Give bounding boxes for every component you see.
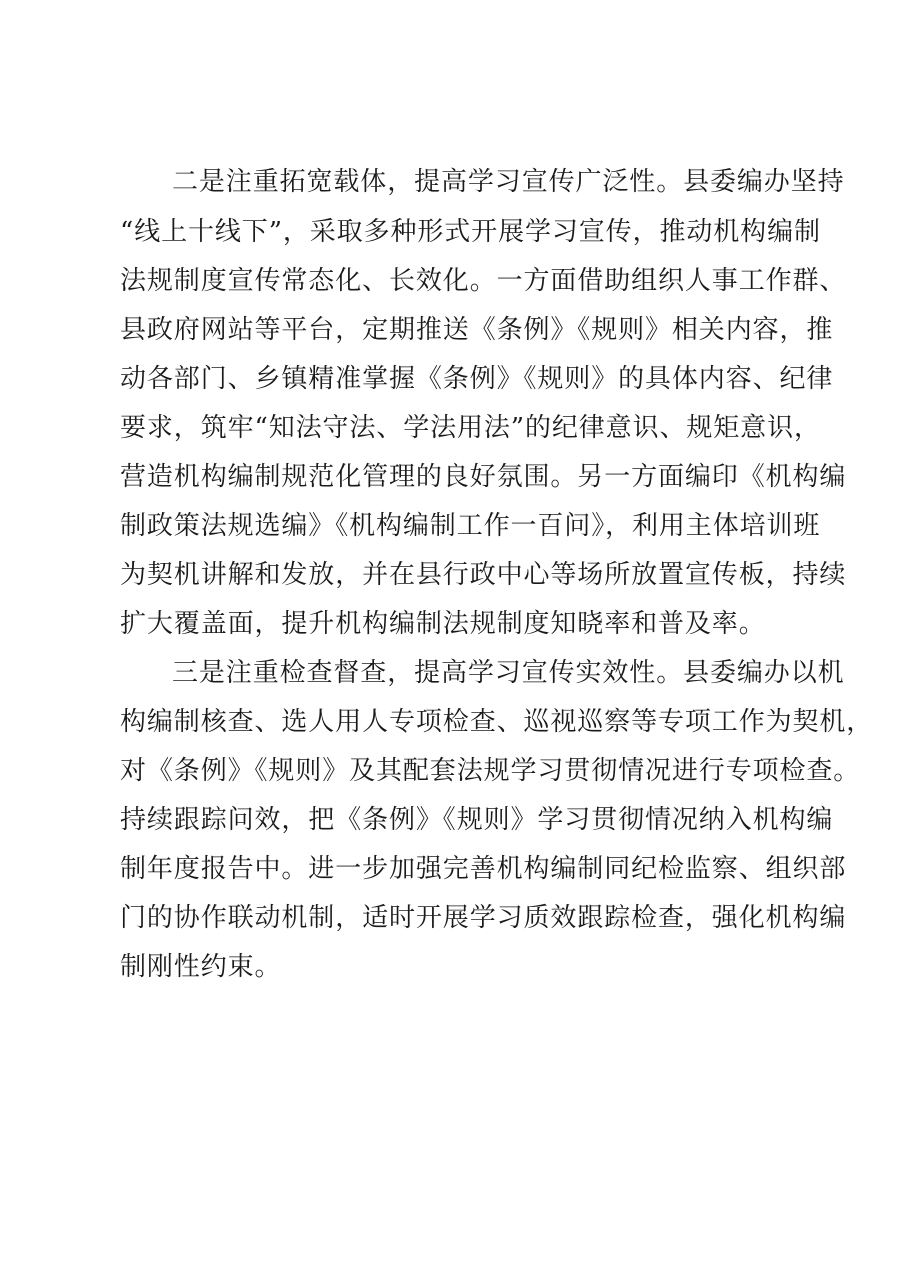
paragraph-2-line-7: 制刚性约束。 <box>120 952 282 982</box>
paragraph-1-line-5: 动各部门、乡镇精准掌握《条例》《规则》的具体内容、纪律 <box>120 364 834 394</box>
paragraph-1-line-6: 要求，筑牢“知法守法、学法用法”的纪律意识、规矩意识， <box>120 413 821 443</box>
paragraph-2-line-6: 门的协作联动机制，适时开展学习质效跟踪检查，强化机构编 <box>120 903 847 933</box>
paragraph-1-line-2: “线上十线下”，采取多种形式开展学习宣传，推动机构编制 <box>120 217 821 247</box>
paragraph-1-line-8: 制政策法规选编》《机构编制工作一百问》，利用主体培训班 <box>120 511 821 541</box>
paragraph-1-line-10: 扩大覆盖面，提升机构编制法规制度知晓率和普及率。 <box>120 609 766 639</box>
paragraph-1-line-4: 县政府网站等平台，定期推送《条例》《规则》相关内容，推 <box>120 315 834 345</box>
paragraph-2-line-2: 构编制核查、选人用人专项检查、巡视巡察等专项工作为契机， <box>120 707 874 737</box>
paragraph-2-line-5: 制年度报告中。进一步加强完善机构编制同纪检监察、组织部 <box>120 854 847 884</box>
paragraph-1-line-3: 法规制度宣传常态化、长效化。一方面借助组织人事工作群、 <box>120 266 847 296</box>
paragraph-1-line-1: 二是注重拓宽载体，提高学习宣传广泛性。县委编办坚持 <box>172 167 845 197</box>
paragraph-2-line-1: 三是注重检查督查，提高学习宣传实效性。县委编办以机 <box>172 658 845 688</box>
paragraph-2-line-4: 持续跟踪问效，把《条例》《规则》学习贯彻情况纳入机构编 <box>120 805 834 835</box>
paragraph-1-line-7: 营造机构编制规范化管理的良好氛围。另一方面编印《机构编 <box>120 462 847 492</box>
paragraph-2-line-3: 对《条例》《规则》及其配套法规学习贯彻情况进行专项检查。 <box>120 756 861 786</box>
paragraph-1-line-9: 为契机讲解和发放，并在县行政中心等场所放置宣传板，持续 <box>120 560 847 590</box>
